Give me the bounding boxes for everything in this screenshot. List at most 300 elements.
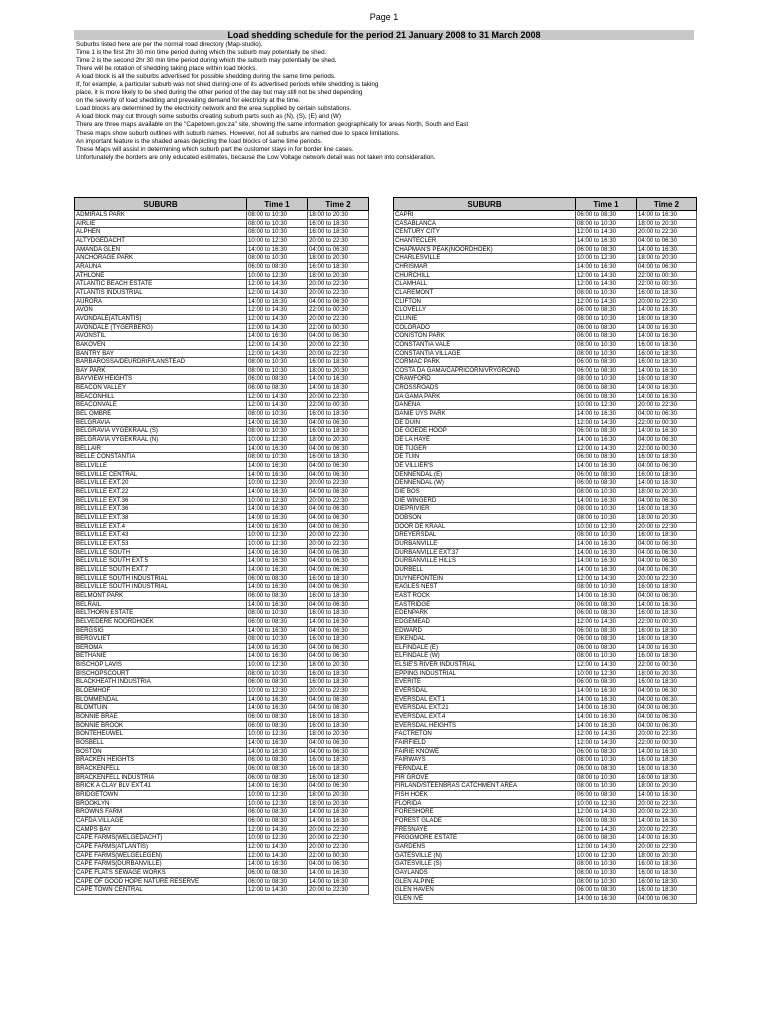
time2-cell: 16:00 to 18:30: [637, 470, 697, 479]
suburb-cell: BELLVILLE SOUTH: [75, 548, 247, 557]
suburb-cell: CAPE FARMS(ATLANTIS): [75, 842, 247, 851]
time1-cell: 08:00 to 10:30: [576, 773, 637, 782]
suburb-cell: BRACKENFELL: [75, 765, 247, 774]
table-row: [75, 340, 369, 349]
time1-cell: 08:00 to 10:30: [576, 488, 637, 497]
time1-cell: 12:00 to 14:30: [576, 617, 637, 626]
table-row: [394, 444, 697, 453]
table-row: [75, 825, 369, 834]
time1-cell: 14:00 to 16:30: [247, 505, 308, 514]
time1-cell: 08:00 to 10:30: [576, 531, 637, 540]
time2-cell: 16:00 to 18:30: [308, 713, 369, 722]
suburb-cell: BAKOVEN: [75, 340, 247, 349]
time2-cell: 04:00 to 06:30: [637, 410, 697, 419]
suburb-cell: GATESVILLE (N): [394, 851, 576, 860]
time2-cell: 18:00 to 20:30: [308, 730, 369, 739]
time1-cell: 08:00 to 10:30: [247, 228, 308, 237]
time2-cell: 04:00 to 06:30: [308, 297, 369, 306]
time1-cell: 12:00 to 14:30: [576, 574, 637, 583]
intro-line: An important feature is the shaded areas depicting the load blocks of same time periods.: [76, 137, 323, 145]
time1-cell: 14:00 to 16:30: [576, 262, 637, 271]
suburb-cell: EVERSDAL HEIGHTS: [394, 721, 576, 730]
intro-line: Time 1 is the first 2hr 30 min time period during which the suburb may potentially be shed.: [76, 49, 327, 57]
time2-cell: 16:00 to 18:30: [637, 626, 697, 635]
suburb-cell: GLEN HAVEN: [394, 886, 576, 895]
time2-cell: 16:00 to 18:30: [308, 574, 369, 583]
suburb-cell: CAPE OF GOOD HOPE NATURE RESERVE: [75, 877, 247, 886]
table-row: [75, 652, 369, 661]
time2-cell: 20:00 to 22:30: [637, 808, 697, 817]
suburb-cell: BEL OMBRE: [75, 410, 247, 419]
suburb-cell: CAPE TOWN CENTRAL: [75, 886, 247, 895]
table-row: [75, 427, 369, 436]
time2-cell: 16:00 to 18:30: [308, 756, 369, 765]
time1-cell: 06:00 to 08:30: [576, 323, 637, 332]
time1-cell: 14:00 to 16:30: [247, 739, 308, 748]
time2-cell: 18:00 to 20:30: [637, 219, 697, 228]
time2-cell: 04:00 to 06:30: [308, 245, 369, 254]
time1-cell: 10:00 to 12:30: [576, 254, 637, 263]
suburb-cell: DURBANVILLE HILLS: [394, 557, 576, 566]
time1-cell: 08:00 to 10:30: [247, 635, 308, 644]
table-row: [394, 375, 697, 384]
time1-cell: 12:00 to 14:30: [247, 340, 308, 349]
time1-cell: 14:00 to 16:30: [247, 418, 308, 427]
time2-cell: 14:00 to 16:30: [637, 600, 697, 609]
header-suburb: SUBURB: [394, 198, 576, 211]
suburb-cell: FLORIDA: [394, 799, 576, 808]
table-row: [394, 782, 697, 791]
time1-cell: 14:00 to 16:30: [576, 687, 637, 696]
time1-cell: 12:00 to 14:30: [576, 271, 637, 280]
time2-cell: 04:00 to 06:30: [308, 747, 369, 756]
time2-cell: 14:00 to 16:30: [637, 384, 697, 393]
time1-cell: 10:00 to 12:30: [247, 834, 308, 843]
time1-cell: 08:00 to 10:30: [576, 860, 637, 869]
table-row: [75, 228, 369, 237]
time1-cell: 12:00 to 14:30: [247, 392, 308, 401]
table-row: [394, 790, 697, 799]
time1-cell: 12:00 to 14:30: [247, 306, 308, 315]
time1-cell: 06:00 to 08:30: [576, 834, 637, 843]
time1-cell: 08:00 to 10:30: [576, 349, 637, 358]
time2-cell: 20:00 to 22:30: [308, 392, 369, 401]
time1-cell: 10:00 to 12:30: [247, 730, 308, 739]
time2-cell: 04:00 to 06:30: [308, 418, 369, 427]
suburb-cell: BELLVILLE SOUTH INDUSTRIAL: [75, 583, 247, 592]
suburb-cell: GLEN ALPINE: [394, 877, 576, 886]
time2-cell: 20:00 to 22:30: [637, 401, 697, 410]
time2-cell: 04:00 to 06:30: [637, 548, 697, 557]
document-title: Load shedding schedule for the period 21 January 2008 to 31 March 2008: [74, 30, 694, 40]
time2-cell: 04:00 to 06:30: [637, 436, 697, 445]
time1-cell: 06:00 to 08:30: [576, 626, 637, 635]
table-row: [394, 470, 697, 479]
time1-cell: 06:00 to 08:30: [247, 678, 308, 687]
table-row: [75, 565, 369, 574]
suburb-cell: BELGRAVIA VYGEKRAAL (S): [75, 427, 247, 436]
time2-cell: 16:00 to 18:30: [308, 591, 369, 600]
time2-cell: 14:00 to 16:30: [308, 617, 369, 626]
time2-cell: 16:00 to 18:30: [637, 314, 697, 323]
time2-cell: 16:00 to 18:30: [308, 669, 369, 678]
time1-cell: 12:00 to 14:30: [247, 280, 308, 289]
table-row: [75, 418, 369, 427]
time2-cell: 14:00 to 16:30: [637, 834, 697, 843]
time2-cell: 14:00 to 16:30: [637, 306, 697, 315]
suburb-cell: CHANTECLER: [394, 236, 576, 245]
table-row: [394, 453, 697, 462]
time1-cell: 14:00 to 16:30: [247, 462, 308, 471]
table-row: [394, 747, 697, 756]
suburb-cell: DOOR DE KRAAL: [394, 522, 576, 531]
table-row: [394, 886, 697, 895]
time1-cell: 06:00 to 08:30: [576, 392, 637, 401]
table-row: [394, 340, 697, 349]
suburb-cell: BELMONT PARK: [75, 591, 247, 600]
table-row: [394, 384, 697, 393]
time1-cell: 10:00 to 12:30: [247, 687, 308, 696]
table-row: [75, 617, 369, 626]
table-row: [394, 600, 697, 609]
suburb-cell: CHRISMAR: [394, 262, 576, 271]
time2-cell: 04:00 to 06:30: [637, 894, 697, 903]
time2-cell: 04:00 to 06:30: [637, 496, 697, 505]
suburb-cell: FIR GROVE: [394, 773, 576, 782]
time2-cell: 16:00 to 18:30: [637, 583, 697, 592]
time1-cell: 08:00 to 10:30: [576, 756, 637, 765]
time1-cell: 14:00 to 16:30: [576, 894, 637, 903]
table-row: [394, 894, 697, 903]
suburb-cell: GATESVILLE (S): [394, 860, 576, 869]
time2-cell: 16:00 to 18:30: [637, 765, 697, 774]
time2-cell: 04:00 to 06:30: [308, 695, 369, 704]
table-row: [394, 860, 697, 869]
suburb-cell: DIE BOS: [394, 488, 576, 497]
time2-cell: 16:00 to 18:30: [308, 721, 369, 730]
time1-cell: 10:00 to 12:30: [247, 661, 308, 670]
time2-cell: 18:00 to 20:30: [308, 211, 369, 220]
table-row: [394, 358, 697, 367]
table-row: [75, 574, 369, 583]
suburb-cell: CLUNIE: [394, 314, 576, 323]
time1-cell: 10:00 to 12:30: [247, 496, 308, 505]
table-row: [75, 505, 369, 514]
suburb-cell: CONISTON PARK: [394, 332, 576, 341]
time1-cell: 14:00 to 16:30: [247, 652, 308, 661]
suburb-cell: BEACONVALE: [75, 401, 247, 410]
table-row: [394, 877, 697, 886]
time2-cell: 04:00 to 06:30: [637, 704, 697, 713]
table-row: [75, 288, 369, 297]
suburb-cell: BELGRAVIA VYGEKRAAL (N): [75, 436, 247, 445]
suburb-cell: DURBANVILLE: [394, 539, 576, 548]
suburb-cell: EVERSDAL: [394, 687, 576, 696]
suburb-cell: FAIRIE KNOWE: [394, 747, 576, 756]
table-row: [75, 799, 369, 808]
suburb-cell: FAIRWAYS: [394, 756, 576, 765]
table-row: [394, 401, 697, 410]
suburb-cell: CLIFTON: [394, 297, 576, 306]
table-row: [394, 228, 697, 237]
table-row: [75, 600, 369, 609]
table-row: [75, 384, 369, 393]
table-row: [394, 513, 697, 522]
time1-cell: 14:00 to 16:30: [247, 600, 308, 609]
time1-cell: 06:00 to 08:30: [247, 574, 308, 583]
time1-cell: 08:00 to 10:30: [576, 340, 637, 349]
time1-cell: 14:00 to 16:30: [576, 557, 637, 566]
table-row: [75, 280, 369, 289]
time2-cell: 04:00 to 06:30: [308, 332, 369, 341]
suburb-cell: BISCHOP LAVIS: [75, 661, 247, 670]
header-time2: Time 2: [637, 198, 697, 211]
suburb-cell: DURBELL: [394, 565, 576, 574]
time2-cell: 14:00 to 16:30: [637, 332, 697, 341]
time2-cell: 20:00 to 22:30: [637, 730, 697, 739]
time1-cell: 06:00 to 08:30: [247, 816, 308, 825]
table-row: [394, 548, 697, 557]
suburb-cell: CHARLESVILLE: [394, 254, 576, 263]
suburb-cell: DURBANVILLE EXT.37: [394, 548, 576, 557]
table-row: [394, 531, 697, 540]
time2-cell: 04:00 to 06:30: [308, 565, 369, 574]
time2-cell: 14:00 to 16:30: [637, 245, 697, 254]
suburb-cell: CROSSROADS: [394, 384, 576, 393]
time1-cell: 14:00 to 16:30: [247, 860, 308, 869]
time2-cell: 16:00 to 18:30: [637, 609, 697, 618]
table-row: [394, 254, 697, 263]
suburb-cell: FAIRFIELD: [394, 739, 576, 748]
time1-cell: 14:00 to 16:30: [247, 643, 308, 652]
table-row: [394, 245, 697, 254]
suburb-cell: BAYVIEW HEIGHTS: [75, 375, 247, 384]
suburb-cell: ANCHORAGE PARK: [75, 254, 247, 263]
time2-cell: 18:00 to 20:30: [637, 254, 697, 263]
suburb-cell: BRIDGETOWN: [75, 790, 247, 799]
table-row: [75, 496, 369, 505]
time1-cell: 12:00 to 14:30: [576, 280, 637, 289]
time2-cell: 14:00 to 16:30: [308, 384, 369, 393]
table-row: [75, 739, 369, 748]
time1-cell: 14:00 to 16:30: [247, 565, 308, 574]
suburb-cell: EVERSDAL EXT.21: [394, 704, 576, 713]
time1-cell: 14:00 to 16:30: [247, 704, 308, 713]
suburb-cell: BEACON VALLEY: [75, 384, 247, 393]
time2-cell: 20:00 to 22:30: [308, 886, 369, 895]
table-row: [75, 635, 369, 644]
table-row: [394, 687, 697, 696]
suburb-cell: ATLANTIS INDUSTRIAL: [75, 288, 247, 297]
time2-cell: 16:00 to 18:30: [308, 228, 369, 237]
time2-cell: 22:00 to 00:30: [637, 271, 697, 280]
time2-cell: 16:00 to 18:30: [637, 877, 697, 886]
table-row: [75, 392, 369, 401]
time2-cell: 18:00 to 20:30: [637, 669, 697, 678]
time1-cell: 14:00 to 16:30: [247, 513, 308, 522]
time1-cell: 06:00 to 08:30: [247, 384, 308, 393]
time2-cell: 16:00 to 18:30: [308, 410, 369, 419]
time2-cell: 18:00 to 20:30: [637, 782, 697, 791]
time1-cell: 08:00 to 10:30: [247, 366, 308, 375]
page-number: Page 1: [369, 12, 399, 22]
time2-cell: 20:00 to 22:30: [308, 280, 369, 289]
table-row: [394, 271, 697, 280]
suburb-cell: BROWNS FARM: [75, 808, 247, 817]
suburb-cell: AVON: [75, 306, 247, 315]
time1-cell: 14:00 to 16:30: [247, 695, 308, 704]
suburb-cell: BLOEMHOF: [75, 687, 247, 696]
time1-cell: 08:00 to 10:30: [576, 652, 637, 661]
suburb-cell: ELFINDALE (E): [394, 643, 576, 652]
table-row: [394, 280, 697, 289]
time2-cell: 22:00 to 00:30: [637, 739, 697, 748]
suburb-cell: CORMAC PARK: [394, 358, 576, 367]
table-row: [394, 678, 697, 687]
time1-cell: 06:00 to 08:30: [247, 721, 308, 730]
suburb-cell: CASABLANCA: [394, 219, 576, 228]
time2-cell: 04:00 to 06:30: [308, 470, 369, 479]
header-time1: Time 1: [247, 198, 308, 211]
time2-cell: 14:00 to 16:30: [637, 790, 697, 799]
time1-cell: 14:00 to 16:30: [576, 591, 637, 600]
table-row: [75, 713, 369, 722]
time1-cell: 06:00 to 08:30: [576, 643, 637, 652]
time2-cell: 16:00 to 18:30: [637, 868, 697, 877]
table-row: [394, 539, 697, 548]
time2-cell: 04:00 to 06:30: [308, 444, 369, 453]
time1-cell: 08:00 to 10:30: [576, 375, 637, 384]
table-row: [75, 479, 369, 488]
suburb-cell: AVONDALE (TYGERBERG): [75, 323, 247, 332]
suburb-cell: FISH HOEK: [394, 790, 576, 799]
suburb-cell: BISCHOPSCOURT: [75, 669, 247, 678]
table-row: [75, 669, 369, 678]
time1-cell: 10:00 to 12:30: [247, 479, 308, 488]
time2-cell: 20:00 to 22:30: [308, 496, 369, 505]
time2-cell: 22:00 to 00:30: [637, 418, 697, 427]
time1-cell: 14:00 to 16:30: [576, 436, 637, 445]
time2-cell: 16:00 to 18:30: [308, 427, 369, 436]
table-row: [394, 851, 697, 860]
time1-cell: 10:00 to 12:30: [576, 851, 637, 860]
suburb-cell: DANENA: [394, 401, 576, 410]
time1-cell: 12:00 to 14:30: [247, 314, 308, 323]
time2-cell: 14:00 to 16:30: [637, 427, 697, 436]
suburb-cell: FERNDALE: [394, 765, 576, 774]
table-row: [394, 799, 697, 808]
table-row: [75, 453, 369, 462]
time1-cell: 06:00 to 08:30: [247, 262, 308, 271]
table-row: [75, 332, 369, 341]
time1-cell: 10:00 to 12:30: [576, 669, 637, 678]
time1-cell: 08:00 to 10:30: [576, 513, 637, 522]
time1-cell: 10:00 to 12:30: [576, 401, 637, 410]
time2-cell: 18:00 to 20:30: [308, 661, 369, 670]
table-row: [394, 825, 697, 834]
time2-cell: 16:00 to 18:30: [637, 652, 697, 661]
time1-cell: 08:00 to 10:30: [247, 609, 308, 618]
suburb-cell: EVERITE: [394, 678, 576, 687]
time1-cell: 12:00 to 14:30: [576, 825, 637, 834]
table-row: [75, 747, 369, 756]
suburb-cell: EPPING INDUSTRIAL: [394, 669, 576, 678]
time2-cell: 04:00 to 06:30: [637, 687, 697, 696]
table-row: [394, 332, 697, 341]
time1-cell: 06:00 to 08:30: [247, 765, 308, 774]
suburb-cell: BELLVILLE: [75, 462, 247, 471]
time1-cell: 06:00 to 08:30: [576, 211, 637, 220]
table-row: [75, 808, 369, 817]
suburb-cell: EDENPARK: [394, 609, 576, 618]
table-row: [394, 297, 697, 306]
table-row: [394, 427, 697, 436]
time1-cell: 12:00 to 14:30: [576, 661, 637, 670]
table-row: [75, 323, 369, 332]
time1-cell: 12:00 to 14:30: [576, 297, 637, 306]
time2-cell: 14:00 to 16:30: [637, 747, 697, 756]
table-row: [394, 436, 697, 445]
suburb-cell: BELLVILLE EXT.38: [75, 513, 247, 522]
table-row: [394, 505, 697, 514]
intro-line: These maps show suburb outlines with suburb names. However, not all suburbs are named due to space limitations.: [76, 129, 400, 137]
suburb-cell: BELRAIL: [75, 600, 247, 609]
time1-cell: 06:00 to 08:30: [576, 609, 637, 618]
time1-cell: 14:00 to 16:30: [576, 539, 637, 548]
table-row: [394, 704, 697, 713]
time1-cell: 10:00 to 12:30: [247, 799, 308, 808]
intro-line: A load block may cut through some suburbs creating suburb parts such as (N), (S), (E) and (W): [76, 113, 341, 121]
table-row: [394, 306, 697, 315]
suburb-cell: BELLVILLE EXT.36: [75, 496, 247, 505]
suburb-cell: CAPE FARMS(WELGELEGEN): [75, 851, 247, 860]
time1-cell: 08:00 to 10:30: [247, 254, 308, 263]
suburb-cell: DE VILLIER'S: [394, 462, 576, 471]
table-row: [75, 410, 369, 419]
time1-cell: 14:00 to 16:30: [576, 548, 637, 557]
time2-cell: 20:00 to 22:30: [308, 825, 369, 834]
time1-cell: 14:00 to 16:30: [247, 747, 308, 756]
time1-cell: 08:00 to 10:30: [576, 583, 637, 592]
intro-line: If, for example, a particular suburb was not shed during one of its advertised periods while shedding is taking: [76, 81, 379, 89]
time2-cell: 14:00 to 16:30: [637, 479, 697, 488]
table-row: [75, 271, 369, 280]
table-row: [394, 591, 697, 600]
time2-cell: 16:00 to 18:30: [637, 635, 697, 644]
time2-cell: 16:00 to 18:30: [637, 340, 697, 349]
time1-cell: 06:00 to 08:30: [576, 678, 637, 687]
time2-cell: 14:00 to 16:30: [637, 323, 697, 332]
time2-cell: 20:00 to 22:30: [308, 531, 369, 540]
table-row: [394, 609, 697, 618]
suburb-cell: BELLVILLE SOUTH EXT.7: [75, 565, 247, 574]
suburb-cell: EVERSDAL EXT.4: [394, 713, 576, 722]
suburb-cell: BLOMMENDAL: [75, 695, 247, 704]
time1-cell: 12:00 to 14:30: [247, 349, 308, 358]
time1-cell: 14:00 to 16:30: [576, 410, 637, 419]
table-row: [75, 513, 369, 522]
intro-line: These Maps will assist in determining which suburb part the customer stays in for border line cases.: [76, 145, 354, 153]
time1-cell: 12:00 to 14:30: [576, 418, 637, 427]
suburb-cell: DA GAMA PARK: [394, 392, 576, 401]
time2-cell: 04:00 to 06:30: [308, 739, 369, 748]
suburb-cell: BELGRAVIA: [75, 418, 247, 427]
intro-line: Load blocks are determined by the electricity network and the area supplied by certain substations.: [76, 105, 352, 113]
table-row: [394, 808, 697, 817]
time1-cell: 14:00 to 16:30: [247, 470, 308, 479]
suburb-cell: GAYLANDS: [394, 868, 576, 877]
table-row: [394, 236, 697, 245]
